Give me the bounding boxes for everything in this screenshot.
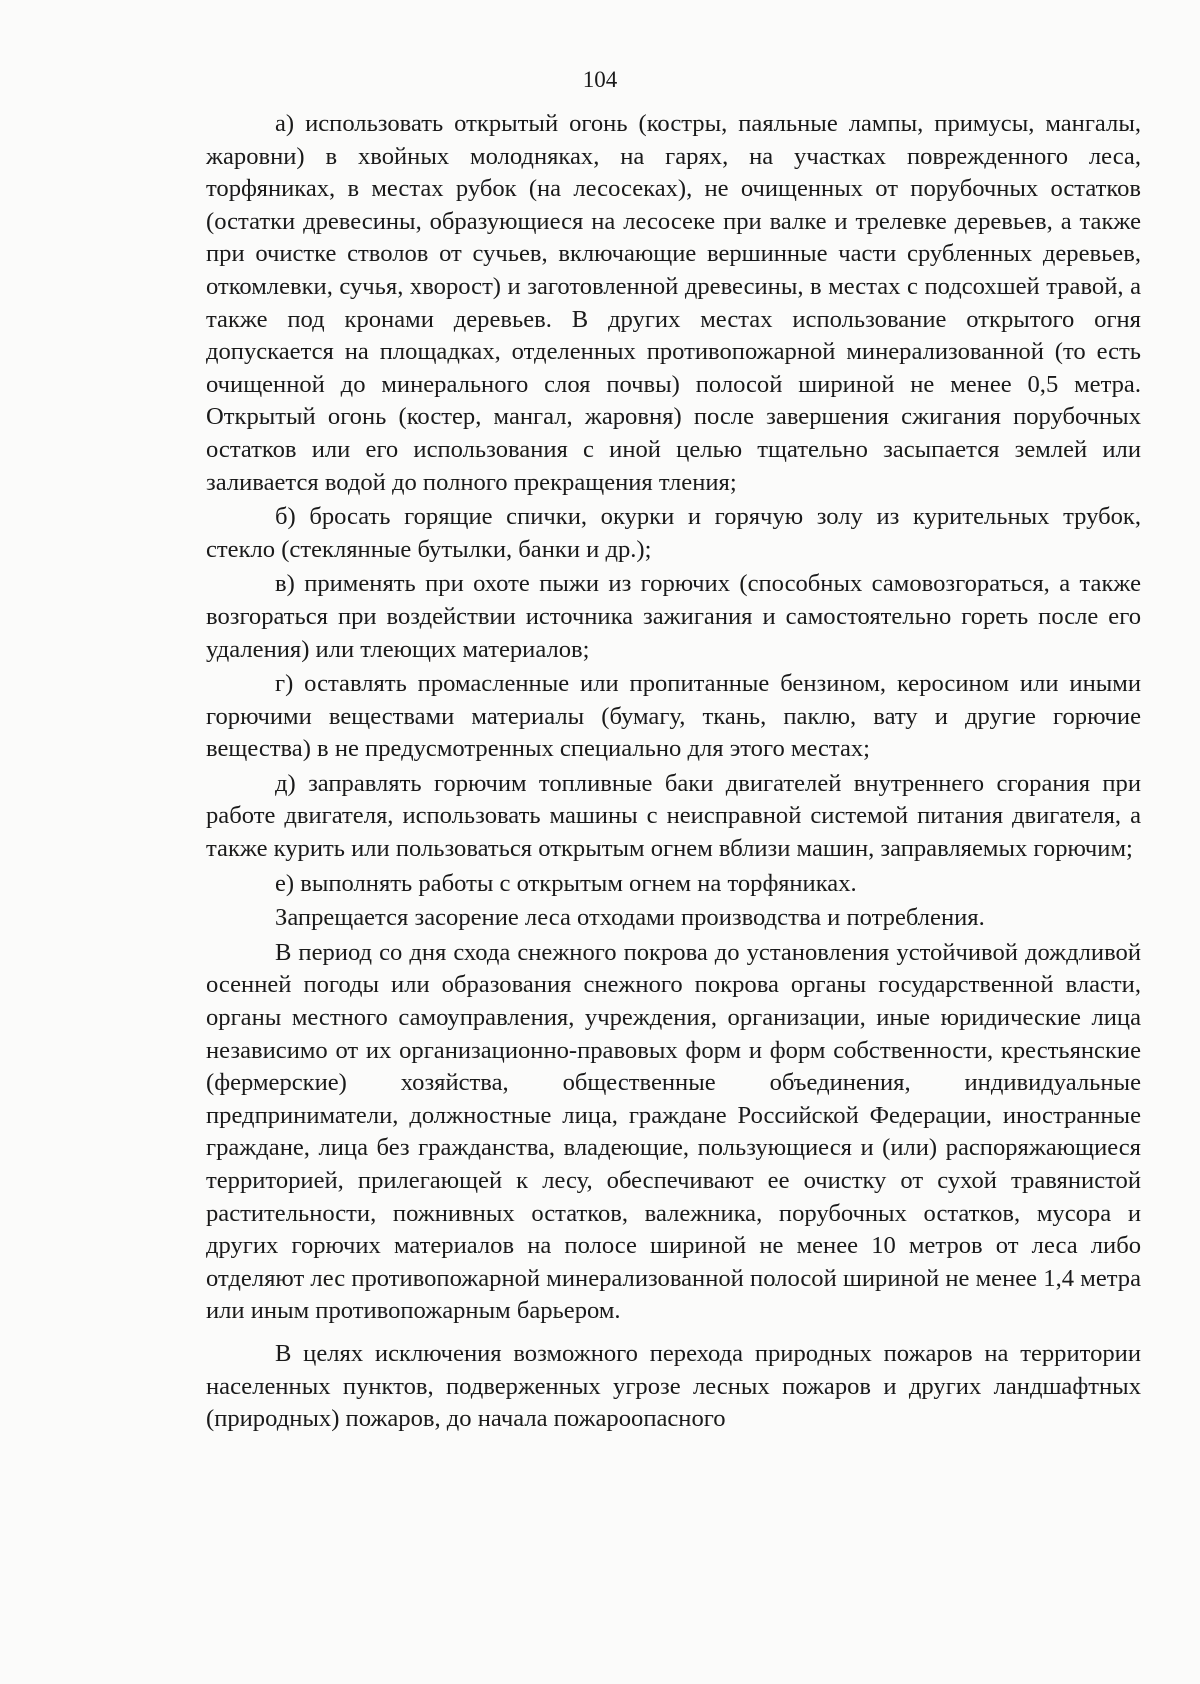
paragraph-item-a: а) использовать открытый огонь (костры, паяльные лампы, примусы, мангалы, жаровни) в хвойных молоднякаx, на гарях, на участках поврежденного леса, торфяниках, в местах рубок (на лесосеках), не очищенных от порубочных остатков (остатки древесины, образующиеся на лесосеке при валке и трелевке деревьев, а также при очистке стволов от сучьев, включающие вершинные части срубленных деревьев, откомлевки, сучья, хворост) и заготовленной древесины, в местах с подсохшей травой, а также под кронами деревьев. В других местах использование открытого огня допускается на площадках, отделенных противопожарной минерализованной (то есть очищенной до минерального слоя почвы) полосой шириной не менее 0,5 метра. Открытый огонь (костер, мангал, жаровня) после завершения сжигания порубочных остатков или его использования с иной целью тщательно засыпается землей или заливается водой до полного прекращения тления; bbox=[206, 110, 1141, 496]
paragraph-item-g: г) оставлять промасленные или пропитанные бензином, керосином или иными горючими веществами материалы (бумагу, ткань, паклю, вату и другие горючие вещества) в не предусмотренных специально для этого местах; bbox=[206, 670, 1141, 763]
paragraph-clearing-duty: В период со дня схода снежного покрова до установления устойчивой дождливой осенней погоды или образования снежного покрова органы государственной власти, органы местного самоуправления, учреждения, организации, иные юридические лица независимо от их организационно-правовых форм и форм собственности, крестьянские (фермерские) хозяйства, общественные объединения, индивидуальные предприниматели, должностные лица, граждане Российской Федерации, иностранные граждане, лица без гражданства, владеющие, пользующиеся и (или) распоряжающиеся территорией, прилегающей к лесу, обеспечивают ее очистку от сухой травянистой растительности, пожнивных остатков, валежника, порубочных остатков, мусора и других горючих материалов на полосе шириной не менее 10 метров от леса либо отделяют лес противопожарной минерализованной полосой шириной не менее 1,4 метра или иным противопожарным барьером. bbox=[206, 938, 1141, 1325]
paragraph-fire-prevention: В целях исключения возможного перехода природных пожаров на территории населенных пунктов, подверженных угрозе лесных пожаров и других ландшафтных (природных) пожаров, до начала пожароопасного bbox=[206, 1339, 1141, 1433]
paragraph-item-v: в) применять при охоте пыжи из горючих (способных самовозгораться, а также возгораться при воздействии источника зажигания и самостоятельно гореть после его удаления) или тлеющих материалов; bbox=[206, 570, 1141, 663]
paragraph-item-b: б) бросать горящие спички, окурки и горячую золу из курительных трубок, стекло (стеклянные бутылки, банки и др.); bbox=[206, 503, 1141, 563]
page-number: 104 bbox=[582, 67, 618, 92]
document-body bbox=[206, 108, 1141, 1438]
paragraph-littering-ban: Запрещается засорение леса отходами производства и потребления. bbox=[275, 904, 985, 932]
paragraph-item-e: е) выполнять работы с открытым огнем на торфяниках. bbox=[275, 869, 857, 897]
paragraph-item-d: д) заправлять горючим топливные баки двигателей внутреннего сгорания при работе двигателя, использовать машины с неисправной системой питания двигателя, а также курить или пользоваться открытым огнем вблизи машин, заправляемых горючим; bbox=[206, 769, 1141, 863]
